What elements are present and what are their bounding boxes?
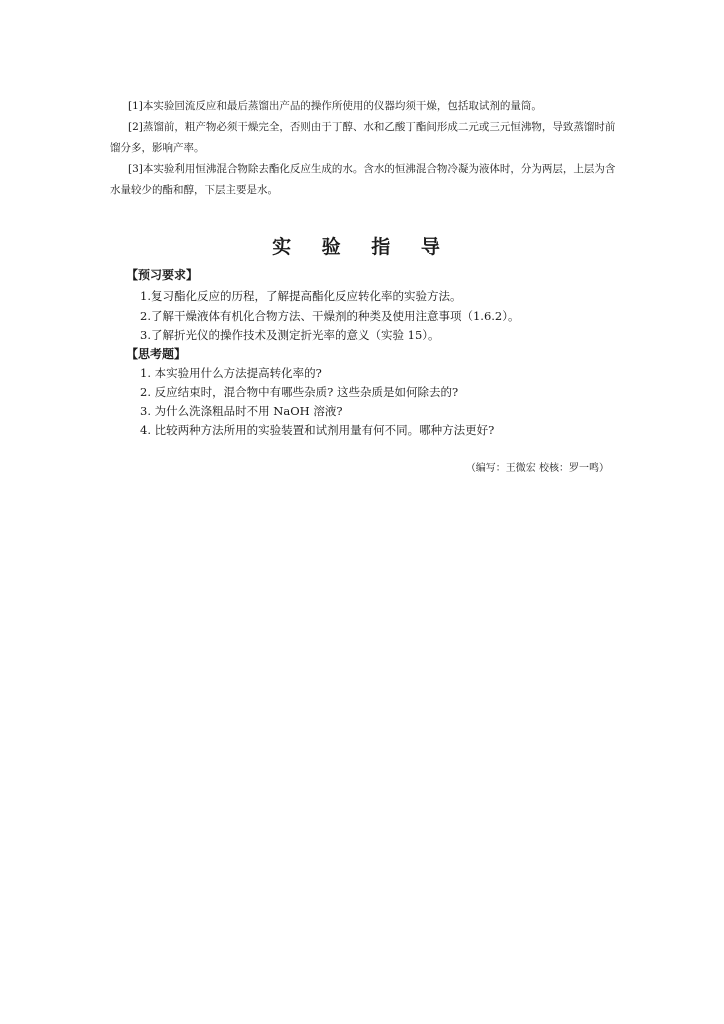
question-4: 4. 比较两种方法所用的实验装置和试剂用量有何不同。哪种方法更好? bbox=[140, 423, 495, 437]
footnote-2: [2]蒸馏前，粗产物必须干燥完全，否则由于丁醇、水和乙酸丁酯间形成二元或三元恒沸物，导致蒸馏时前馏分多，影响产率。 bbox=[110, 121, 616, 154]
section-title: 实 验 指 导 bbox=[272, 236, 452, 258]
preview-heading: 【预习要求】 bbox=[126, 268, 199, 282]
footnote-1: [1]本实验回流反应和最后蒸馏出产品的操作所使用的仪器均须干燥，包括取试剂的量筒。 bbox=[128, 100, 542, 112]
preview-item-3: 3.了解折光仪的操作技术及测定折光率的意义（实验 15）。 bbox=[140, 328, 440, 342]
questions-heading: 【思考题】 bbox=[126, 347, 187, 361]
footnotes bbox=[110, 96, 620, 201]
author-signature: （编写：王微宏 校核：罗一鸣） bbox=[465, 463, 609, 474]
preview-item-1: 1.复习酯化反应的历程，了解提高酯化反应转化率的实验方法。 bbox=[140, 289, 462, 303]
footnote-3: [3]本实验利用恒沸混合物除去酯化反应生成的水。含水的恒沸混合物冷凝为液体时，分为两层，上层为含水量较少的酯和醇，下层主要是水。 bbox=[110, 163, 616, 196]
question-1: 1. 本实验用什么方法提高转化率的? bbox=[140, 366, 322, 380]
question-3: 3. 为什么洗涤粗品时不用 NaOH 溶液? bbox=[140, 404, 343, 418]
question-2: 2. 反应结束时，混合物中有哪些杂质? 这些杂质是如何除去的? bbox=[140, 385, 459, 399]
preview-item-2: 2.了解干燥液体有机化合物方法、干燥剂的种类及使用注意事项（1.6.2）。 bbox=[140, 309, 520, 323]
